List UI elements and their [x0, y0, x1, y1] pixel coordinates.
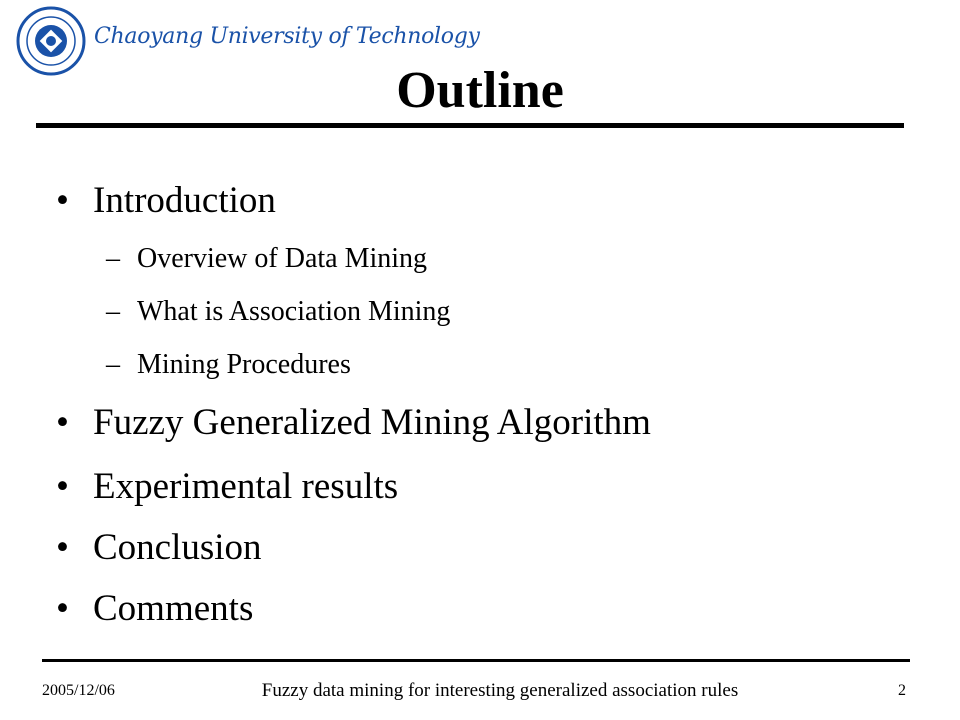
footer-divider	[42, 659, 910, 662]
bullet-icon: •	[56, 180, 69, 221]
footer-title: Fuzzy data mining for interesting generalized association rules	[261, 680, 739, 701]
outline-subitem: Overview of Data Mining	[137, 243, 428, 274]
outline-subitem: What is Association Mining	[137, 296, 451, 327]
outline-item: Conclusion	[93, 527, 262, 568]
university-name: Chaoyang University of Technology	[94, 24, 480, 49]
outline-item: Comments	[93, 588, 254, 629]
dash-icon: –	[106, 296, 120, 327]
dash-icon: –	[106, 349, 120, 380]
outline-item: Fuzzy Generalized Mining Algorithm	[93, 402, 651, 443]
bullet-icon: •	[56, 527, 69, 568]
bullet-icon: •	[56, 402, 69, 443]
page-number: 2	[898, 682, 906, 699]
footer-date: 2005/12/06	[42, 682, 115, 699]
slide-title: Outline	[396, 62, 564, 119]
outline-item: Experimental results	[93, 466, 399, 507]
outline-item: Introduction	[93, 180, 276, 221]
bullet-icon: •	[56, 588, 69, 629]
dash-icon: –	[106, 243, 120, 274]
outline-subitem: Mining Procedures	[137, 349, 351, 380]
bullet-icon: •	[56, 466, 69, 507]
